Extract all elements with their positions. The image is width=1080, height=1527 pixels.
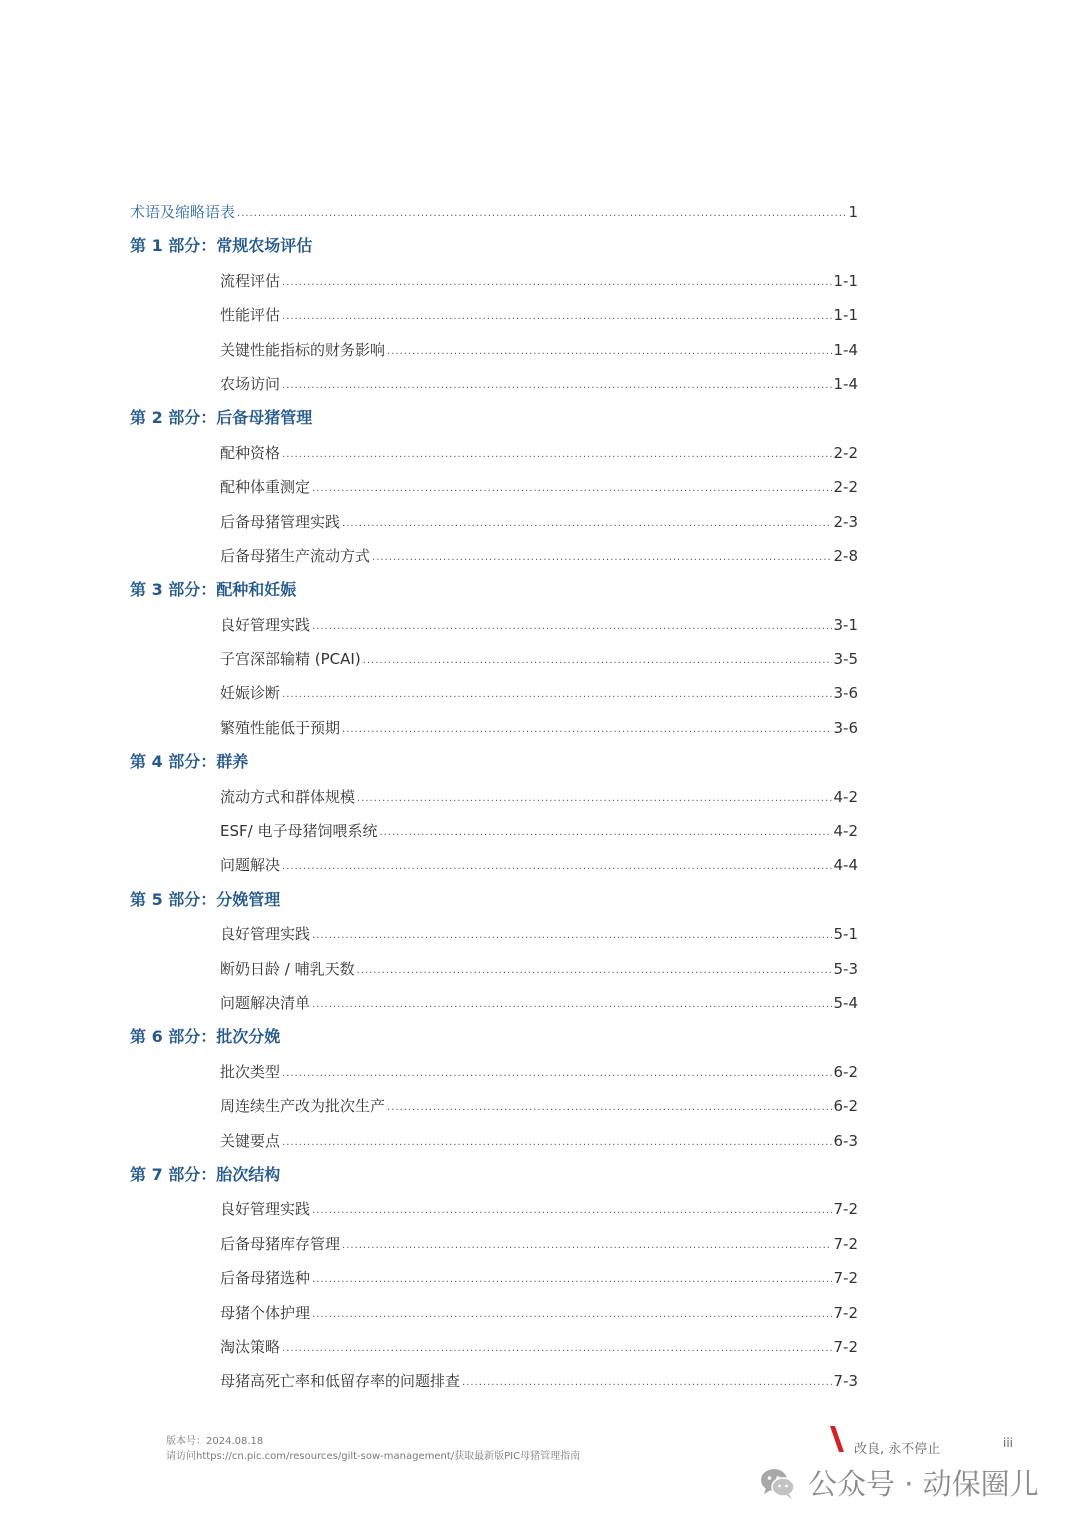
toc-section-heading[interactable]: 第 4 部分：群养 — [130, 752, 249, 772]
toc-leader-dots — [342, 1229, 831, 1263]
toc-entry-title: 良好管理实践 — [220, 615, 311, 634]
toc-entry-page: 4-4 — [833, 856, 858, 875]
toc-leader-dots — [312, 919, 831, 953]
toc-entry-title: 后备母猪选种 — [220, 1269, 311, 1288]
toc-entry-title: 配种资格 — [220, 443, 281, 462]
toc-leader-dots — [312, 1298, 831, 1332]
toc-entry-page: 7-2 — [833, 1337, 858, 1356]
toc-entry-page: 1 — [848, 203, 858, 221]
toc-entry[interactable] — [130, 1330, 858, 1364]
toc-entry[interactable] — [130, 333, 858, 367]
toc-leader-dots — [372, 541, 831, 575]
toc-entry-page: 6-2 — [833, 1097, 858, 1116]
toc-entry[interactable] — [130, 780, 858, 814]
toc-entry[interactable] — [130, 711, 858, 745]
toc-entry-page: 4-2 — [833, 787, 858, 806]
toc-entry-title: 问题解决 — [220, 856, 281, 875]
toc-leader-dots — [357, 954, 832, 988]
toc-leader-dots — [379, 816, 831, 850]
toc-leader-dots — [282, 266, 831, 300]
toc-entry-title: 淘汰策略 — [220, 1337, 281, 1356]
toc-entry-title: 后备母猪生产流动方式 — [220, 546, 371, 565]
toc-leader-dots — [312, 610, 831, 644]
toc-entry[interactable] — [130, 642, 858, 676]
watermark-text: 公众号 · 动保圈儿 — [808, 1467, 1039, 1501]
toc-entry[interactable] — [130, 676, 858, 710]
toc-entry[interactable] — [130, 917, 858, 951]
toc-entry[interactable] — [130, 470, 858, 504]
toc-entry-page: 5-1 — [833, 925, 858, 944]
wechat-icon — [758, 1463, 798, 1503]
toc-entry[interactable] — [130, 539, 858, 573]
toc-entry-title: 良好管理实践 — [220, 925, 311, 944]
toc-entry-title: 流动方式和群体规模 — [220, 787, 356, 806]
toc-entry-page: 4-2 — [833, 822, 858, 841]
toc-entry[interactable] — [130, 814, 858, 848]
toc-leader-dots — [312, 1263, 831, 1297]
toc-leader-dots — [282, 678, 831, 712]
toc-entry[interactable] — [130, 1089, 858, 1123]
slogan-text: 改良, 永不停止 — [854, 1441, 941, 1457]
toc-entry-title: 断奶日龄 / 哺乳天数 — [220, 959, 355, 978]
toc-entry-page: 2-3 — [833, 512, 858, 531]
toc-leader-dots — [462, 1366, 831, 1400]
toc-section-heading[interactable]: 第 6 部分：批次分娩 — [130, 1027, 281, 1047]
toc-entry-page: 7-3 — [833, 1372, 858, 1391]
table-of-contents — [130, 195, 858, 1399]
toc-leader-dots — [282, 850, 831, 884]
toc-entry-page: 6-2 — [833, 1062, 858, 1081]
toc-entry[interactable] — [130, 298, 858, 332]
toc-entry-page: 1-1 — [833, 306, 858, 325]
toc-entry-title: 周连续生产改为批次生产 — [220, 1097, 386, 1116]
toc-entry[interactable] — [130, 367, 858, 401]
toc-entry-page: 7-2 — [833, 1303, 858, 1322]
visit-url-text: 请访问https://cn.pic.com/resources/gilt-sow-management/获取最新版PIC母猪管理指南 — [166, 1451, 581, 1462]
toc-entry-page: 3-6 — [833, 718, 858, 737]
toc-section-heading[interactable]: 第 1 部分：常规农场评估 — [130, 236, 313, 256]
toc-leader-dots — [282, 300, 831, 334]
toc-entry[interactable] — [130, 264, 858, 298]
brand-slash-icon — [828, 1426, 846, 1452]
wechat-watermark — [758, 1462, 1039, 1503]
toc-entry-page: 1-4 — [833, 374, 858, 393]
toc-entry-page: 2-2 — [833, 443, 858, 462]
toc-leader-dots — [282, 369, 831, 403]
toc-section-heading[interactable]: 第 2 部分：后备母猪管理 — [130, 408, 313, 428]
toc-leader-dots — [282, 438, 831, 472]
toc-section-heading[interactable]: 第 7 部分：胎次结构 — [130, 1164, 281, 1184]
toc-entry[interactable] — [130, 436, 858, 470]
toc-entry-glossary[interactable] — [130, 195, 858, 229]
toc-leader-dots — [282, 1057, 831, 1091]
toc-entry[interactable] — [130, 1296, 858, 1330]
toc-entry[interactable] — [130, 1261, 858, 1295]
page-number: iii — [1003, 1436, 1014, 1450]
toc-leader-dots — [342, 507, 831, 541]
toc-entry[interactable] — [130, 608, 858, 642]
toc-entry-title: 批次类型 — [220, 1062, 281, 1081]
toc-leader-dots — [357, 782, 831, 816]
toc-entry[interactable] — [130, 1124, 858, 1158]
toc-entry-title: ESF/ 电子母猪饲喂系统 — [220, 822, 378, 841]
toc-leader-dots — [312, 472, 831, 506]
toc-entry-page: 3-1 — [833, 615, 858, 634]
toc-section-heading[interactable]: 第 5 部分：分娩管理 — [130, 889, 281, 909]
toc-entry-title: 良好管理实践 — [220, 1200, 311, 1219]
toc-entry-page: 7-2 — [833, 1234, 858, 1253]
toc-entry-title: 术语及缩略语表 — [130, 203, 236, 221]
toc-section-heading[interactable]: 第 3 部分：配种和妊娠 — [130, 580, 297, 600]
toc-entry[interactable] — [130, 986, 858, 1020]
toc-entry-title: 关键性能指标的财务影响 — [220, 340, 386, 359]
toc-entry[interactable] — [130, 1192, 858, 1226]
toc-entry-page: 6-3 — [833, 1131, 858, 1150]
toc-entry-title: 繁殖性能低于预期 — [220, 718, 341, 737]
toc-leader-dots — [282, 1332, 831, 1366]
toc-entry[interactable] — [130, 1364, 858, 1398]
toc-entry-title: 流程评估 — [220, 271, 281, 290]
toc-entry-page: 1-4 — [833, 340, 858, 359]
toc-leader-dots — [282, 1126, 831, 1160]
toc-entry-title: 后备母猪管理实践 — [220, 512, 341, 531]
toc-entry-title: 问题解决清单 — [220, 993, 311, 1012]
toc-entry-title: 性能评估 — [220, 306, 281, 325]
toc-entry-title: 后备母猪库存管理 — [220, 1234, 341, 1253]
toc-sections — [130, 229, 858, 1398]
toc-entry[interactable] — [130, 848, 858, 882]
version-number: 版本号：2024.08.18 — [166, 1436, 264, 1447]
toc-entry-title: 配种体重测定 — [220, 478, 311, 497]
toc-entry-title: 子宫深部输精 (PCAI) — [220, 650, 361, 669]
toc-leader-dots — [363, 644, 832, 678]
toc-entry-page: 1-1 — [833, 271, 858, 290]
toc-entry-title: 妊娠诊断 — [220, 684, 281, 703]
toc-entry-page: 7-2 — [833, 1200, 858, 1219]
toc-leader-dots — [387, 335, 831, 369]
brand-slogan — [828, 1426, 941, 1457]
toc-leader-dots — [312, 988, 831, 1022]
toc-leader-dots — [312, 1194, 831, 1228]
footer-info — [166, 1434, 580, 1464]
toc-entry-page: 2-2 — [833, 478, 858, 497]
toc-leader-dots — [342, 713, 831, 747]
toc-entry-page: 7-2 — [833, 1269, 858, 1288]
toc-entry-title: 农场访问 — [220, 374, 281, 393]
toc-entry-page: 3-5 — [833, 650, 858, 669]
toc-entry-page: 3-6 — [833, 684, 858, 703]
toc-entry[interactable] — [130, 1227, 858, 1261]
toc-entry-title: 母猪个体护理 — [220, 1303, 311, 1322]
toc-entry-page: 2-8 — [833, 546, 858, 565]
toc-entry-title: 母猪高死亡率和低留存率的问题排查 — [220, 1372, 461, 1391]
toc-leader-dots — [387, 1091, 831, 1125]
toc-entry[interactable] — [130, 952, 858, 986]
toc-entry-title: 关键要点 — [220, 1131, 281, 1150]
toc-entry-page: 5-3 — [833, 959, 858, 978]
toc-entry[interactable] — [130, 505, 858, 539]
toc-leader-dots — [237, 197, 846, 231]
toc-entry[interactable] — [130, 1055, 858, 1089]
toc-entry-page: 5-4 — [833, 993, 858, 1012]
